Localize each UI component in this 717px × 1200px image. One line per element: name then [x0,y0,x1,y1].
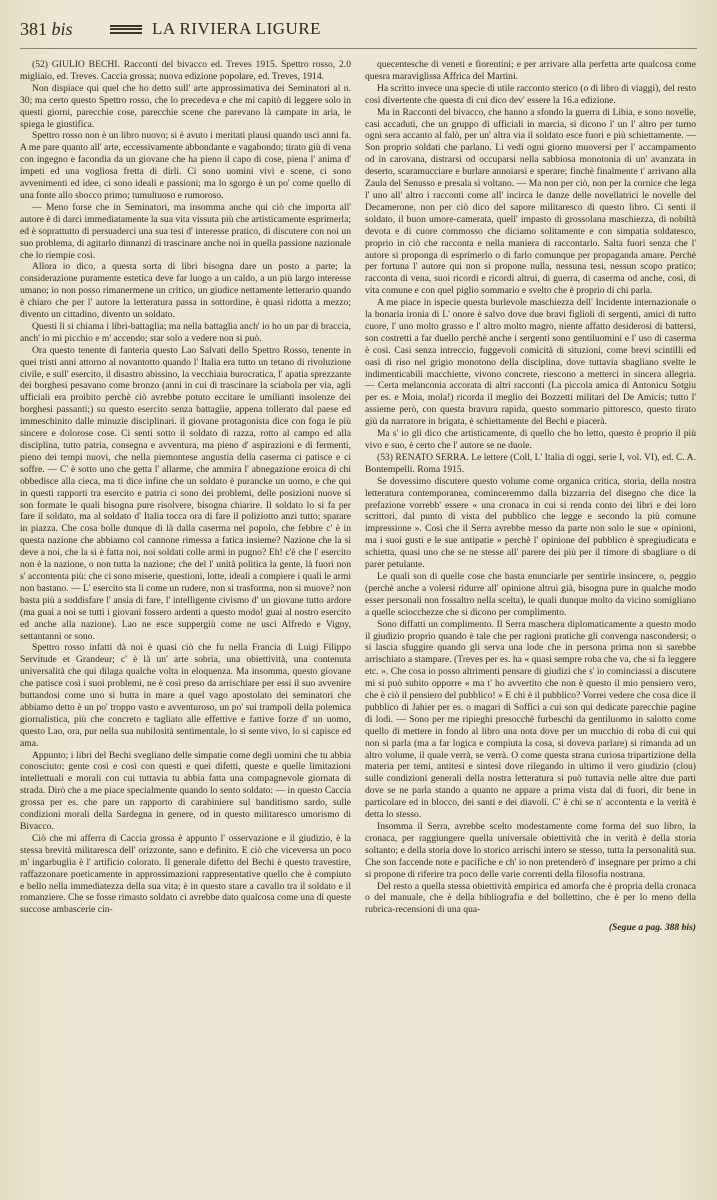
page-number: 381 bis [20,18,73,39]
paragraph: (53) RENATO SERRA. Le lettere (Coll, L' Italia di oggi, serie I, vol. VI), ed. C. A. Bontempelli. Roma 1915. [365,451,696,475]
page-header [20,14,697,49]
paragraph: Insomma il Serra, avrebbe scelto modestamente come forma del suo libro, la cronaca, per raggiungere quella universale obiettività che in verità è della storia soltanto; e della storia dove lo storico arrischi intero se stesso, tutta la personalità sua. Che son faccende note e pacifiche e ch' io non pretenderò d' insegnare per primo a chi si propone di riferire tra poco delle varie correnti della filosofia nostrana. [365,821,696,880]
paragraph: Non dispiace qui quel che ho detto sull' arte approssimativa dei Seminatori al n. 30; ma certo questo Spettro rosso, che lo precedeva e che mi capitò di leggere solo in questi giorni, parecchie cose, parecchie scene che parevano là campate in aria, le spiega le giustifica. [20,82,351,130]
paragraph: Le quali son di quelle cose che basta enunciarle per sentirle insincere, o, peggio (perchè anche a volersi ridurre all' opinione altrui già, bisogna pure in qualche modo esser personali non fossaltro nella scelta), le quali dunque molto da vicino somigliano a quelle sciocchezze che si dicono per complimento. [365,570,696,618]
text-columns [20,59,697,1179]
paragraph: Ma s' io gli dico che artisticamente, di quello che ho letto, questo è proprio il più vivo e suo, è certo che l' autore se ne duole. [365,428,696,451]
paragraph: (52) GIULIO BECHI. Racconti del bivacco ed. Treves 1915. Spettro rosso, 2.0 migliaio, ed. Treves. Caccia grossa; nuova edizione popolare, ed. Treves, 1914. [20,59,351,82]
magazine-title: LA RIVIERA LIGURE [152,19,322,38]
right-column [365,59,696,1179]
paragraph: Se dovessimo discutere questo volume come organica critica, storia, della nostra letteratura contemporanea, cominceremmo dalla bizzarria del disegno che dice la prefazione vorrebb' essere « una cronaca in cui si renda conto dei libri e dei loro scrittori, dal punto di vista del pubblico che legge e secondo la più comune impressione ». Così che il Serra avrebbe messo da parte non solo le sue « opinioni, ma i suoi gusti e le sue antipatie » perchè l' opinione del pubblico è spregiudicata e schietta, quasi uno che se ne stesse all' parere dei più per il timore di sbagliare o di parer petulante. [365,475,696,571]
paragraph: Sono diffatti un complimento. Il Serra maschera diplomaticamente a questo modo il giudizio proprio quando è tale che per ragioni pratiche gli convenga nascondersi; o si lascia sfuggire quando gli serva una lode che in persona prima non si sarebbe arrischiato a stampare. (Treves per es. ha « quasi sempre roba che va, che si fa leggere etc. ». Che cosa io posso altrimenti pensare di giudizi che s' io cominciassi a discutere mi si può subito opporre « ma t' ho avvertito che non è questo il mio pensiero vero, che è ciò il pensiero del pubblico! » E chi è il pubblico? Vorrei vedere che cosa dice il pubblico di Jahier per es. o magari di Soffici a cui son qui dedicate parecchie pagine di lodi. — Sono per me ripieghi presocchè furbeschi da gentiluomo in salotto come quello di mettere in fondo al libro una nota dove per un mucchio di roba di cui qui non si parla (ma a far logica e compiuta la cosa, si doveva parlare) si rimanda ad un altro volume, il quale verrà, se verrà. O come questa strana curiosa tripartizione della materia per temi, antitesi e sintesi dove rilegando in ultimo il vero giudizio (clou) sulle condizioni generali della nostra letteratura si può tuttavia nelle altre due parti dove se ne parla stando a quanto ne appare a prima vista dal di fuori, dir bene in particolare ed in blocco, dei santi e dei diavoli. C' è chi se n' accontenta e la verità è detta lo stesso. [365,618,696,821]
paragraph: Del resto a quella stessa obiettività empirica ed amorfa che è propria della cronaca o del manuale, che è della bibliografia e del bollettino, che è per lo meno della rubrica-recensioni di una qua- [365,880,696,916]
paragraph: — Meno forse che in Seminatori, ma insomma anche qui ciò che importa all' autore è di darci immediatamente la sua vita vissuta più che artisticamente esprimerla; ed è soprattutto di persuaderci una sua tesi d' interesse pratico, di discutere con noi un suo problema, di agitarlo dinnanzi di trascinare anche noi in quella passione nazionale che lo riempie così. [20,201,351,261]
paragraph: Ma in Racconti del bivacco, che hanno a sfondo la guerra di Libia, e sono novelle, casi accaduti, che un gruppo di ufficiali in marcia, si dicono l' un l' altro per turno ogni sera accanto al falò, per un' altra via il soldato esce fuori e più schiettamente. — Son proprio soldati che parlano. Li vedi ogni giorno muoversi per l' accampamento od in carovana, distrarsi od occuparsi nella sabbiosa monotonia di un' avanzata in deserto, scaramucciare e burlare annoiarsi e sperare; finchè finalmente t' arrivano alla Zaula del Senusso e presala si voltano. — Ma non per ciò, non per la cornice che lega l' uno all' altro i racconti come all' incirca le danze delle novellatrici le novelle del Decamerone, non per ciò dico del sapore militaresco di questo libro. Ci senti il soldato, il buon umore-camerata, quell' impasto di grossolana maschiezza, di nobiltà devota e di cuore commosso che diciamo solitamente e con simpatia soldatesco, proprio in ciò che racconta e nella maniera di raccontarlo. Salta fuori senza che l' autore si proponga di esprimerlo o di farlo comunque per propaganda amare. Perchè per fortuna l' autore qui non si propone nulla, nessuna tesi, nessun scopo pratico; racconta di vena, suoi ricordi e ricordi altrui, di guerra, di caserma od anche, così, di vita comune e con quel piglio sommario e svelto che è proprio di chi parla. [365,106,696,297]
header-ornament [110,25,142,34]
paragraph: Ha scritto invece una specie di utile racconto sterico (o di libro di viaggi), del resto così divertente che questa di cui dico dev' essere la 16.a edizione. [365,82,696,106]
paragraph: quecentesche di veneti e fiorentini; e per arrivare alla perfetta arte qualcosa come quesra maraviglissa Affrica del Martini. [365,59,696,82]
left-column [20,59,351,1179]
continuation-note: (Segue a pag. 388 bis) [608,922,696,934]
paragraph: Allora io dico, a questa sorta di libri bisogna dare un posto a parte; la considerazione puramente estetica deve far luogo a un caldo, a un più largo interesse umano; io non posso rimanermene un critico, un giudice nettamente letterario quando è chiaro che per l' autore la letteratura passa in sottordine, è quasi ridotta a mezzo; divento un cittadino, divento un soldato. [20,261,351,321]
paragraph: A me piace in ispecie questa burlevole maschiezza dell' Incidente internazionale o la bonaria ironia di L' onore è salvo dove due bravi figlioli di sergenti, amici di tutto cuore, l' uno molto grasso e l' altro molto magro, niente affatto desiderosi di battersi, son costretti a far duello perchè anche i sergenti sono gentiluomini e l' uso di caserma è così. Casi senza intreccio, fuggevoli comicità di situzioni, come brevi scintilli ed oasi di riso nel grigio monotono della disciplina, dove tuttavia sbagliano svelte le indimenticabili macchiette, vivono concrete, riescono a metterci in sincera allegria. — Certa melanconia accorata di altri racconti (La piccola amica di Antonicu Sotgiu per es. e Moia, mola!) ricorda il meglio dei Bozzetti militari del De Amicis; tutto l' assieme però, con questa bravura rapida, questo sommario pittoresco, questo tirato giù da narratore in brigata, è schiettamente del Bechi e piacerà. [365,297,696,428]
paragraph: Ora questo tenente di fanteria questo Lao Salvati dello Spettro Rosso, tenente in quei tristi anni attorno al novantotto quando l' Italia era tutto un tetano di rivoluzione civile, e sull' esercito, il disastro abissino, la vecchiaia burocratica, l' apatia sprezzante dei borghesi pesavano come bronzo (anni in cui di trascinare la sciabola per via, agli ufficiali era proibito perchè ciò avrebbe potuto eccitare le umilianti insolenze dei borghesi passanti;) su questo esercito senza battaglie, appena tollerato dal paese ed immeschinito dalle minuzie disciplinari. il giovane protagonista dice con foga le più sincere e dolorose cose. Ci senti sotto il soldato di razza, rotto al campo ed alla disciplina, tutto patria, consegna e avventura, ma pieno d' aspirazioni e di fermenti, pieno dei tempi nuovi, che nella piemontese angustia della caserma ci patisce e ci soffre. — C' è sotto uno che getta l' allarme, che ammira l' abnegazione eroica di chi obbedisce alla cieca, ma ti dice infine che un soldato è purancke un uomo, e che qui in questi rapporti tra esercito e patria ci sono dei problemi, delle posizioni nuove si son formate le quali bisogna pure risolvere, bisogna chiarire. Il soldato lo si fa per fare il soldato, ma al soldato d' Italia tocca ora di fare il poliziotto anzi tutto; sparare in piazza. Che cosa bolle dunque di là dalla caserma nel popolo, che febbre c' è in questa nazione che abbiamo col cannone rimessa a fatica insieme? Nazione che la si deve a noi, che la si è fatta noi, noi soldati colle armi in pugno? Eh! c'è che l' esercito non è la nazione, o non tutta la nazione; che del l' unità politica la gente, là fuori non s' accontenta più: che ci sono miserie, questioni, lotte, ideali a compiere i quali le armi non bastano. — L' esercito sta li come un rudere, non si trasforma, non si muove? non basta più a soddisfare l' ansia di fare, l' intelligente civismo d' un giovane tutto ardore (ma guai a noi se tutti i giovani fossero ardenti a questo modo! guai al nostro esercito ed anche alla nazione). Lao ne esce suppergiù come ne uscì Alfredo e Vigny, settantanni or sono. [20,344,352,642]
paragraph: Ciò che mi afferra di Caccia grossa è appunto l' osservazione e il giudizio, è la stessa brevità militaresca dell' orizzonte, sano e definito. E ciò che viceversa un poco m' ingarbuglia è l' artificio colorato. Il generale difetto del Bechi è questo travestire, raffazzonare poeticamente in approssimazioni rappresentative quello che è compiuto e bello nella immediatezza della sua vita; è in questo stare a cavallo tra il soldato e il romanziere. Che se fosse rimasto soldato ci avrebbe dato qualcosa come una di queste succose ambascerie cin- [20,832,351,916]
paragraph: Appunto; i libri del Bechi svegliano delle simpatie come degli uomini che tu abbia conosciuto; gente così e così con questi e quei difetti, queste e quelle limitazioni intellettuali e morali con cui tuttavia tu abbia fatta una compagnevole giornata di strada. Dirò che a me piace specialmente quando lo sento soldato: — in questo Caccia grossa per es. che pare un rapporto di carabiniere sul banditismo sardo, sulle condizioni morali della Sardegna in genere, od in questo militaresco umorismo di Bivacco. [20,749,351,832]
paragraph: Questi li si chiama i libri-battaglia; ma nella battaglia anch' io ho un par di braccia, anch' io mi picchio e m' accendo; star solo a vedere non si può. [20,320,351,344]
paragraph: Spettro rosso infatti dà noi è quasi ciò che fu nella Francia di Luigi Filippo Servitude et Grandeur; c' è là un' arte sobria, una obiettività, una contenuta universalità che qui dilaga qualche volta in eloquenza. Ma insomma, questo giovane che patisce così i suoi problemi, ne è così preso da arrischiare per essi il suo avvenire buttandosi come uno si butta in mare a quel vago apostolato dei seminatori che abbiamo detto è un po' troppo vasto e avventuroso, un po' sui trampoli della polemica giornalistica, più che concreto e tagliato alle effettive e fattive forze d' un uomo, questo Lao, ora, pur nella sua nubilosità sentimentale, lo si sente vivo, lo si capisce ed ama. [20,642,351,749]
paragraph: Spettro rosso non è un libro nuovo; si è avuto i meritati plausi quando uscì anni fa. A me pare quanto all' arte, eccessivamente abbondante e vagabondo; tirato giù di vena con ingegno e facondia da un giovane che ha pieno il capo di cose, piena l' anima d' impeti ed una vogliosa fretta di dirli. Ci sono uomini vivi e scene, ci sono avvenimenti ed idee, ci sono ideali e passioni; ma lo sgorgo è un po' come quello di una fonte allo sbocco primo; tumultuoso e rumoroso. [20,130,351,201]
